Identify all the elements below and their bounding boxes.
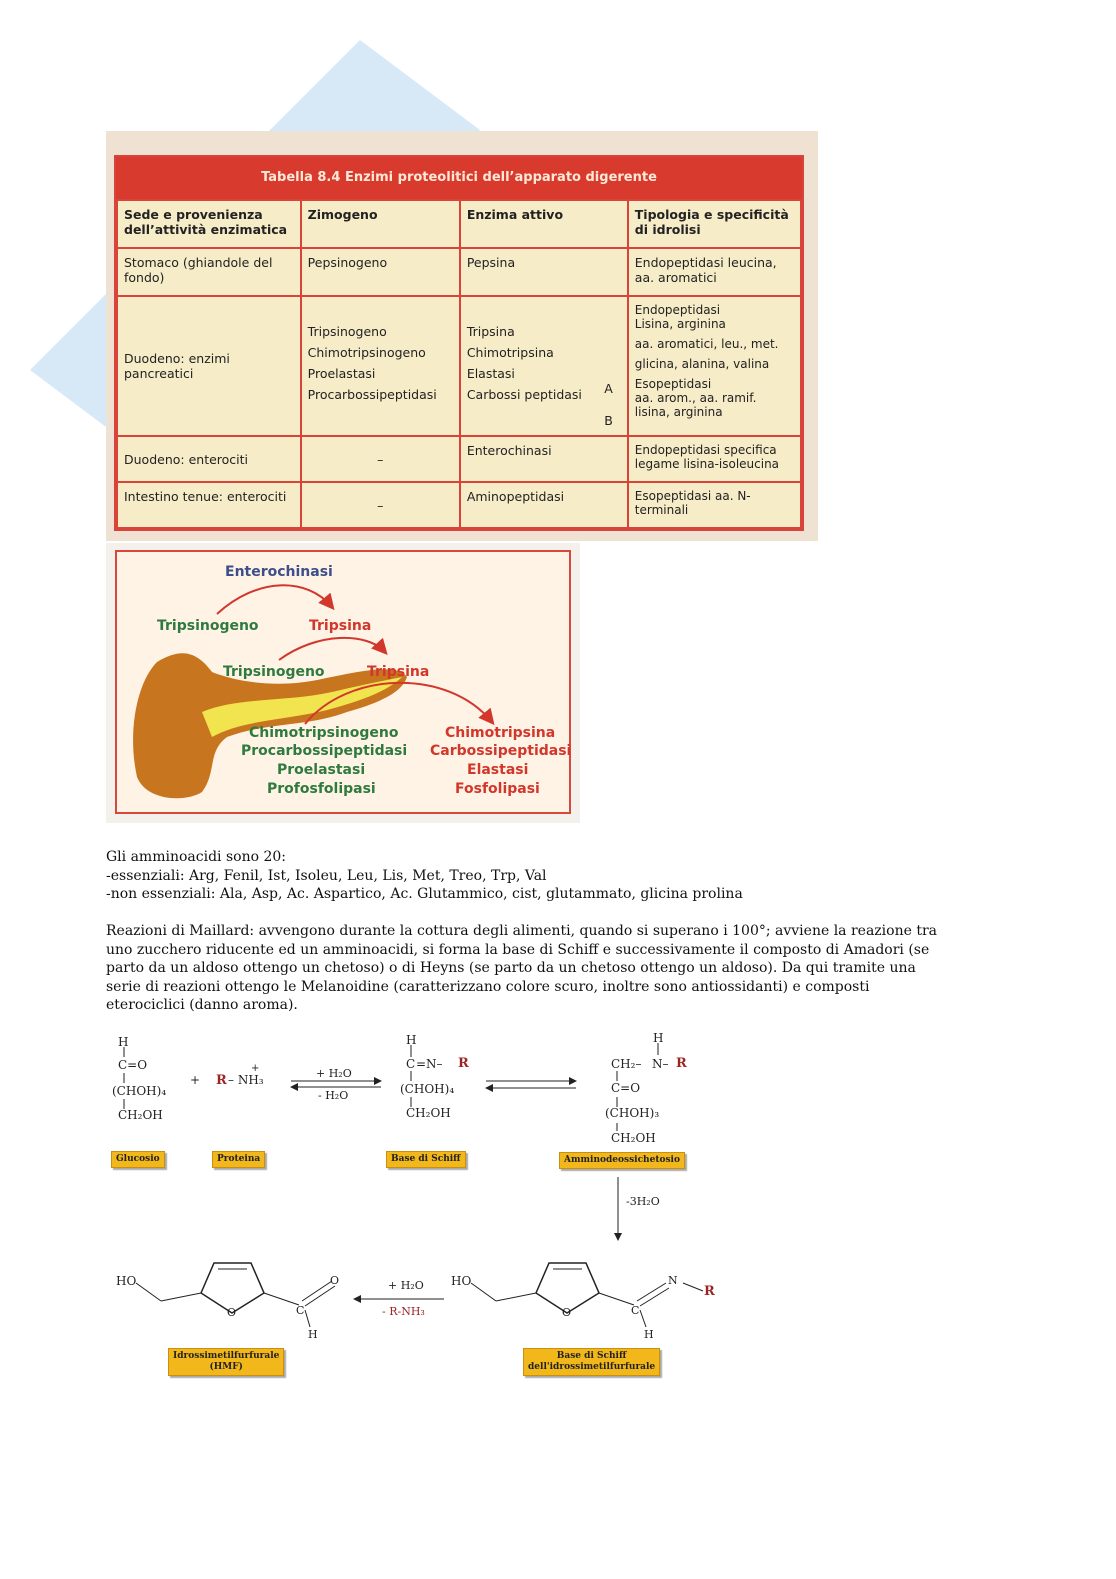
base-schiff-hmf-line-1: Base di Schiff <box>556 1351 627 1361</box>
zymogen-item: Chimotripsinogeno <box>307 345 426 360</box>
schiff-eqn: =N– <box>416 1057 443 1071</box>
text-line: eterociclici (danno aroma). <box>106 997 298 1013</box>
header-enzyme: Enzima attivo <box>460 200 628 248</box>
text-line: uno zucchero riducente ed un amminoacidi, si forma la base di Schiff e successivamente il composto di Amadori (se <box>106 941 930 958</box>
zymogen-item: Procarbossipeptidasi <box>307 387 437 402</box>
cell-site: Duodeno: enzimi pancreatici <box>117 296 301 436</box>
hmf-ring-o: O <box>227 1306 237 1319</box>
schiff-h: H <box>406 1033 417 1047</box>
enzyme-item: Tripsina <box>466 324 515 339</box>
mark-a: A <box>604 381 613 396</box>
amino-acids-paragraph <box>106 848 1006 904</box>
glucose-choh: (CHOH)₄ <box>112 1084 167 1098</box>
table-header-row <box>117 200 801 248</box>
label-tripsina-1: Tripsina <box>309 618 372 634</box>
base-schiff-hmf-line-2: dell'idrossimetilfurfurale <box>528 1362 656 1372</box>
table-title: Tabella 8.4 Enzimi proteolitici dell’apparato digerente <box>116 157 802 199</box>
amadori-ch2: CH₂– <box>611 1057 642 1071</box>
hmf-schiff-ring-o: O <box>562 1306 572 1319</box>
cell-zymogen: Pepsinogeno <box>301 248 460 296</box>
header-type: Tipologia e specificità di idrolisi <box>628 200 801 248</box>
amadori-choh: (CHOH)₃ <box>605 1106 660 1120</box>
enzyme-table <box>114 155 804 531</box>
hmf-label <box>168 1348 284 1376</box>
table-row <box>117 436 801 482</box>
label-zymogen: Profosfolipasi <box>267 781 376 797</box>
label-active-enzyme: Chimotripsina <box>445 725 556 741</box>
cell-zymogen: – <box>301 436 460 482</box>
type-item: Endopeptidasi <box>634 303 721 317</box>
cell-zymogen: – <box>301 482 460 528</box>
arrow-minus-h2o: - H₂O <box>318 1089 349 1102</box>
schiff-c: C <box>406 1057 416 1071</box>
cell-zymogens <box>301 296 460 436</box>
plus-sign: + <box>190 1073 201 1087</box>
label-active-enzyme: Fosfolipasi <box>455 781 540 797</box>
table-row <box>117 248 801 296</box>
enzyme-table-image <box>106 131 818 541</box>
text-line: -essenziali: Arg, Fenil, Ist, Isoleu, Leu, Lis, Met, Treo, Trp, Val <box>106 867 547 884</box>
arrow-plus-h2o-2: + H₂O <box>388 1279 424 1292</box>
cell-enzyme: Pepsina <box>460 248 628 296</box>
mark-b: B <box>604 413 613 428</box>
label-enterochinasi: Enterochinasi <box>225 564 333 580</box>
glucosio-label: Glucosio <box>111 1151 165 1168</box>
zymogen-activation-diagram <box>115 550 571 814</box>
header-site: Sede e provenienza dell’attività enzimatica <box>117 200 301 248</box>
cell-type: Endopeptidasi leucina, aa. aromatici <box>628 248 801 296</box>
label-zymogen: Proelastasi <box>277 762 366 778</box>
label-zymogen: Chimotripsinogeno <box>249 725 399 741</box>
hmf-schiff-n: N <box>668 1274 678 1287</box>
zymogen-item: Tripsinogeno <box>307 324 387 339</box>
schiff-choh: (CHOH)₄ <box>400 1082 455 1096</box>
amminodeossichetosio-label: Amminodeossichetosio <box>559 1152 685 1169</box>
cell-site: Stomaco (ghiandole del fondo) <box>117 248 301 296</box>
amadori-r: R <box>676 1056 687 1071</box>
type-item: Esopeptidasi <box>634 377 712 391</box>
cell-site: Duodeno: enterociti <box>117 436 301 482</box>
hmf-label-line-1: Idrossimetilfurfurale <box>173 1351 280 1361</box>
hmf-schiff-ho: HO <box>451 1274 472 1288</box>
glucose-co: C=O <box>118 1058 148 1072</box>
base-schiff-label: Base di Schiff <box>386 1151 466 1168</box>
hmf-c: C <box>296 1304 305 1317</box>
hmf-carbonyl-o: O <box>330 1274 340 1287</box>
enzyme-item: Elastasi <box>466 366 515 381</box>
type-item: glicina, alanina, valina <box>634 357 770 371</box>
maillard-reaction-scheme <box>106 1025 726 1385</box>
cell-types <box>628 296 801 436</box>
enzyme-item: Carbossi peptidasi <box>466 387 582 402</box>
label-active-enzyme: Elastasi <box>467 762 529 778</box>
table-row <box>117 482 801 528</box>
protein-nh3: – NH₃ <box>228 1073 264 1087</box>
enzyme-item: Chimotripsina <box>466 345 554 360</box>
cell-site: Intestino tenue: enterociti <box>117 482 301 528</box>
amadori-co: C=O <box>611 1081 641 1095</box>
hmf-schiff-h: H <box>644 1328 654 1341</box>
label-tripsina-2: Tripsina <box>367 664 430 680</box>
cell-enzyme: Enterochinasi <box>460 436 628 482</box>
cell-type: Endopeptidasi specifica legame lisina-isoleucina <box>628 436 801 482</box>
hmf-schiff-r: R <box>704 1284 715 1299</box>
arrow-plus-h2o: + H₂O <box>316 1067 352 1080</box>
label-active-enzyme: Carbossipeptidasi <box>430 743 572 759</box>
amadori-h: H <box>653 1031 664 1045</box>
type-item: lisina, arginina <box>634 405 723 419</box>
hmf-ho: HO <box>116 1274 137 1288</box>
type-item: Lisina, arginina <box>634 317 726 331</box>
text-line: serie di reazioni ottengo le Melanoidine (caratterizzano colore scuro, inoltre sono antiossidanti) e composti <box>106 978 870 995</box>
type-item: aa. arom., aa. ramif. <box>634 391 757 405</box>
text-line: Gli amminoacidi sono 20: <box>106 849 287 865</box>
proteina-label: Proteina <box>212 1151 265 1168</box>
zymogen-item: Proelastasi <box>307 366 376 381</box>
amadori-ch2oh: CH₂OH <box>611 1131 656 1145</box>
hmf-h: H <box>308 1328 318 1341</box>
label-zymogen: Procarbossipeptidasi <box>241 743 408 759</box>
protein-r: R <box>216 1073 227 1088</box>
label-tripsinogeno-1: Tripsinogeno <box>157 618 259 634</box>
base-schiff-hmf-label <box>523 1348 660 1376</box>
protein-charge: + <box>251 1063 260 1074</box>
type-item: aa. aromatici, leu., met. <box>634 337 779 351</box>
cell-enzyme: Aminopeptidasi <box>460 482 628 528</box>
text-line: parto da un aldoso ottengo un chetoso) o di Heyns (se parto da un chetoso ottengo un aldoso). Da qui tramite una <box>106 960 916 976</box>
schiff-r: R <box>458 1056 469 1071</box>
table-row <box>117 296 801 436</box>
schiff-ch2oh: CH₂OH <box>406 1106 451 1120</box>
hmf-label-line-2: (HMF) <box>209 1362 243 1372</box>
cell-enzymes <box>460 296 628 436</box>
amadori-n: N– <box>652 1057 669 1071</box>
text-line: Reazioni di Maillard: avvengono durante la cottura degli alimenti, quando si superano i 100°; avviene la reazione tra <box>106 923 937 939</box>
hmf-schiff-c: C <box>631 1304 640 1317</box>
label-tripsinogeno-2: Tripsinogeno <box>223 664 325 680</box>
arrow-minus-rnh3: - R-NH₃ <box>382 1305 425 1318</box>
text-line: -non essenziali: Ala, Asp, Ac. Aspartico, Ac. Glutammico, cist, glutammato, glicina prolina <box>106 886 743 902</box>
enzyme-table-grid <box>116 199 802 529</box>
arrow-minus-3h2o: -3H₂O <box>626 1195 660 1208</box>
glucose-h: H <box>118 1035 129 1049</box>
glucose-ch2oh: CH₂OH <box>118 1108 163 1122</box>
header-zymogen: Zimogeno <box>301 200 460 248</box>
cell-type: Esopeptidasi aa. N-terminali <box>628 482 801 528</box>
maillard-paragraph <box>106 922 1006 1015</box>
